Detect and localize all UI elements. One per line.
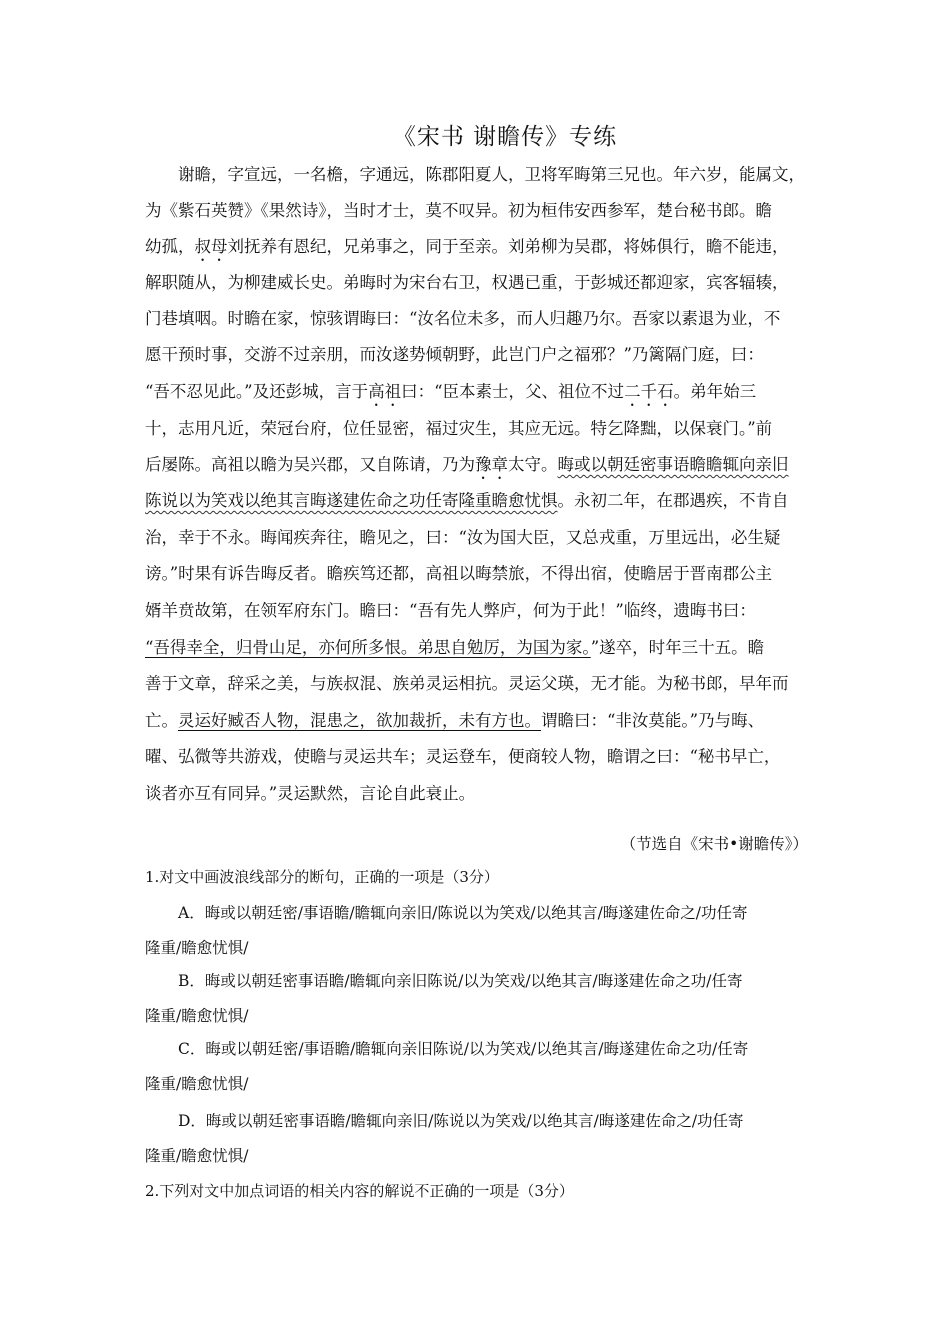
dotted-word: 叔母	[194, 237, 228, 256]
passage-text: 亡。	[145, 711, 178, 730]
passage-line	[145, 381, 756, 410]
passage-text: 谓瞻曰：“非汝莫能。”乃与晦、	[541, 711, 765, 730]
option-d: D．晦或以朝廷密事语瞻/瞻辄向亲旧/陈说以为笑戏/以绝其言/晦遂建佐命之/功任寄	[178, 1112, 744, 1130]
wavy-underlined-text: 陈说以为笑戏以绝其言晦遂建佐命之功任寄隆重瞻愈忧惧	[145, 491, 558, 510]
source-citation: （节选自《宋书•谢瞻传》）	[620, 835, 808, 853]
passage-line: 愿干预时事，交游不过亲朋，而汝遂势倾朝野，此岂门户之福邪？”乃篱隔门庭，曰：	[145, 345, 764, 364]
question-1: 1.对文中画波浪线部分的断句，正确的一项是（3分）	[145, 868, 499, 886]
passage-line: 门巷填咽。时瞻在家，惊骇谓晦曰：“汝名位未多，而人归趣乃尔。吾家以素退为业，不	[145, 309, 781, 328]
passage-text: 。永初二年，在郡遇疾，不肯自	[557, 491, 789, 510]
question-2: 2.下列对文中加点词语的相关内容的解说不正确的一项是（3分）	[145, 1182, 574, 1200]
passage-line: 曜、弘微等共游戏，使瞻与灵运共车；灵运登车，便商较人物，瞻谓之曰：“秘书早亡，	[145, 747, 781, 766]
dotted-word: 二千石	[624, 382, 674, 401]
passage-line: 解职随从，为柳建威长史。弟晦时为宋台右卫，权遇已重，于彭城还都迎家，宾客辐辏，	[145, 273, 789, 292]
passage-line: 治，幸于不永。晦闻疾奔往，瞻见之，曰：“汝为国大臣，又总戎重，万里远出，必生疑	[145, 528, 781, 547]
passage-line: 婿羊贲故第，在领军府东门。瞻曰：“吾有先人弊庐，何为于此！”临终，遗晦书曰：	[145, 601, 756, 620]
underlined-text: “吾得幸全，归骨山足，亦何所多恨。弟思自勉厉，为国为家。	[145, 638, 591, 657]
passage-text: 太守。	[508, 455, 558, 474]
option-d-cont: 隆重/瞻愈忧惧/	[145, 1147, 249, 1165]
passage-text: ”遂卒，时年三十五。瞻	[590, 638, 765, 657]
dotted-word: 豫章	[475, 455, 508, 474]
passage-text: 曰：“臣本素士，父、祖位不过	[401, 382, 625, 401]
passage-text: 刘抚养有恩纪，兄弟事之，同于至亲。刘弟柳为吴郡，将姊俱行，瞻不能违，	[227, 237, 789, 256]
passage-text: 。弟年始三	[673, 382, 757, 401]
passage-line: 谢瞻，字宣远，一名檐，字通远，陈郡阳夏人，卫将军晦第三兄也。年六岁，能属文，	[178, 165, 805, 184]
dotted-word: 高祖	[368, 382, 402, 401]
passage-line: 十，志用凡近，荣冠台府，位任显密，福过灾生，其应无远。特乞降黜，以保衰门。”前	[145, 419, 773, 438]
option-a: A．晦或以朝廷密/事语瞻/瞻辄向亲旧/陈说以为笑戏/以绝其言/晦遂建佐命之/功任寄	[178, 904, 748, 922]
passage-text: “吾不忍见此。”及还彭城，言于	[145, 382, 369, 401]
passage-line	[145, 710, 764, 732]
passage-text: 后屡陈。高祖以瞻为吴兴郡，又自陈请，乃为	[145, 455, 475, 474]
wavy-underlined-text: 晦或以朝廷密事语瞻瞻辄向亲旧	[557, 455, 789, 474]
option-c: C．晦或以朝廷密/事语瞻/瞻辄向亲旧陈说/以为笑戏/以绝其言/晦遂建佐命之功/任寄	[178, 1040, 749, 1058]
underlined-text: 灵运好臧否人物，混患之，欲加裁折，未有方也。	[178, 711, 541, 730]
page-title: 《宋书 谢瞻传》专练	[392, 124, 618, 150]
option-c-cont: 隆重/瞻愈忧惧/	[145, 1075, 249, 1093]
passage-line	[145, 236, 789, 265]
passage-line	[145, 490, 789, 512]
passage-line	[145, 454, 789, 483]
option-a-cont: 隆重/瞻愈忧惧/	[145, 939, 249, 957]
option-b: B．晦或以朝廷密事语瞻/瞻辄向亲旧陈说/以为笑戏/以绝其言/晦遂建佐命之功/任寄	[178, 972, 743, 990]
passage-line	[145, 637, 764, 659]
passage-line: 善于文章，辞采之美，与族叔混、族弟灵运相抗。灵运父瑛，无才能。为秘书郎，早年而	[145, 674, 789, 693]
option-b-cont: 隆重/瞻愈忧惧/	[145, 1007, 249, 1025]
passage-line: 谈者亦互有同异。”灵运默然，言论自此衰止。	[145, 784, 476, 803]
passage-text: 幼孤，	[145, 237, 195, 256]
passage-line: 为《紫石英赞》《果然诗》，当时才士，莫不叹异。初为桓伟安西参军，楚台秘书郎。瞻	[145, 201, 772, 220]
passage-line: 谤。”时果有诉告晦反者。瞻疾笃还都，高祖以晦禁旅，不得出宿，使瞻居于晋南郡公主	[145, 564, 773, 583]
